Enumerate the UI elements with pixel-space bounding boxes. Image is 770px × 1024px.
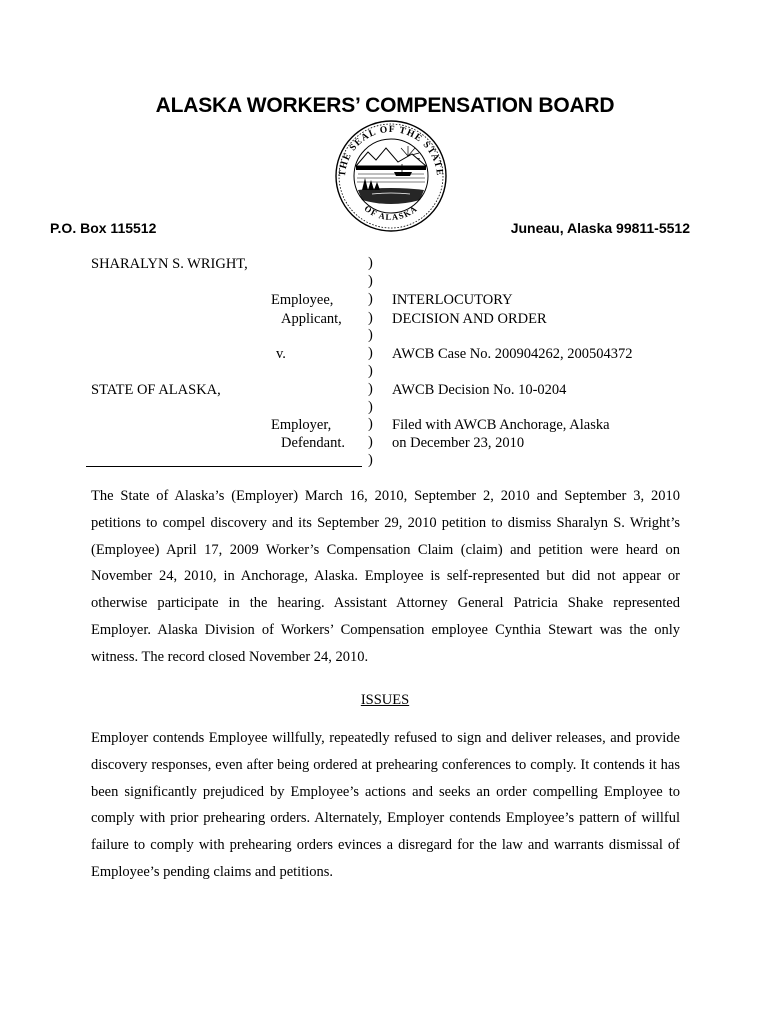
po-box: P.O. Box 115512 (50, 220, 157, 236)
filed-line2: on December 23, 2010 (392, 435, 525, 451)
doc-type-line1: INTERLOCUTORY (392, 292, 513, 308)
caption-paren: ) (368, 273, 373, 289)
svg-text:OF ALASKA (363, 203, 420, 222)
state-seal-icon (332, 120, 450, 232)
caption-paren: ) (368, 434, 373, 450)
intro-paragraph: The State of Alaska’s (Employer) March 16, 2010, September 2, 2010 and September 3, 2010 petitions to compel discovery and its September 29, 2010 petition to dismiss Sharalyn S. Wright’s (Employee) April 17, 2009 Worker’s Compensation Claim (claim) and petition were heard on November 24, 2010, in Anchorage, Alaska. Employee is self-represented but did not appear or otherwise participate in the hearing. Assistant Attorney General Patricia Shake represented Employer. Alaska Division of Workers’ Compensation employee Cynthia Stewart was the only witness. The record closed November 24, 2010. (91, 488, 680, 665)
caption-paren: ) (368, 255, 373, 271)
doc-type-line2: DECISION AND ORDER (392, 311, 547, 327)
caption-paren: ) (368, 381, 373, 397)
applicant-name: SHARALYN S. WRIGHT, (91, 256, 248, 272)
caption-paren: ) (368, 399, 373, 415)
case-number: AWCB Case No. 200904262, 200504372 (392, 346, 633, 362)
city-address: Juneau, Alaska 99811-5512 (510, 220, 690, 236)
versus-label: v. (276, 346, 286, 362)
seal-bottom-text: OF ALASKA (362, 203, 420, 223)
caption-rule (86, 466, 362, 467)
caption-paren: ) (368, 363, 373, 379)
seal-top-text: THE SEAL OF THE STATE (337, 124, 445, 178)
board-title: ALASKA WORKERS’ COMPENSATION BOARD (155, 94, 615, 117)
issues-paragraph: Employer contends Employee willfully, repeatedly refused to sign and deliver releases, and provide discovery responses, even after being ordered at prehearing conferences to comply. It contends it has been significantly prejudiced by Employee’s actions and seeks an order compelling Employee to comply with prior prehearing orders. Alternately, Employer contends Employee’s pattern of willful failure to comply with prehearing orders evinces a disregard for the law and warrants dismissal of Employee’s pending claims and petitions. (91, 730, 680, 880)
caption-paren: ) (368, 345, 373, 361)
caption-paren: ) (368, 452, 373, 468)
caption-paren: ) (368, 416, 373, 432)
employee-label: Employee, (271, 292, 334, 308)
employer-name: STATE OF ALASKA, (91, 382, 221, 398)
caption-paren: ) (368, 310, 373, 326)
filed-line1: Filed with AWCB Anchorage, Alaska (392, 417, 610, 433)
decision-number: AWCB Decision No. 10-0204 (392, 382, 567, 398)
caption-paren: ) (368, 291, 373, 307)
issues-heading: ISSUES (360, 692, 410, 708)
caption-paren: ) (368, 327, 373, 343)
employer-label: Employer, (271, 417, 332, 433)
applicant-label: Applicant, (281, 311, 342, 327)
defendant-label: Defendant. (281, 435, 346, 451)
